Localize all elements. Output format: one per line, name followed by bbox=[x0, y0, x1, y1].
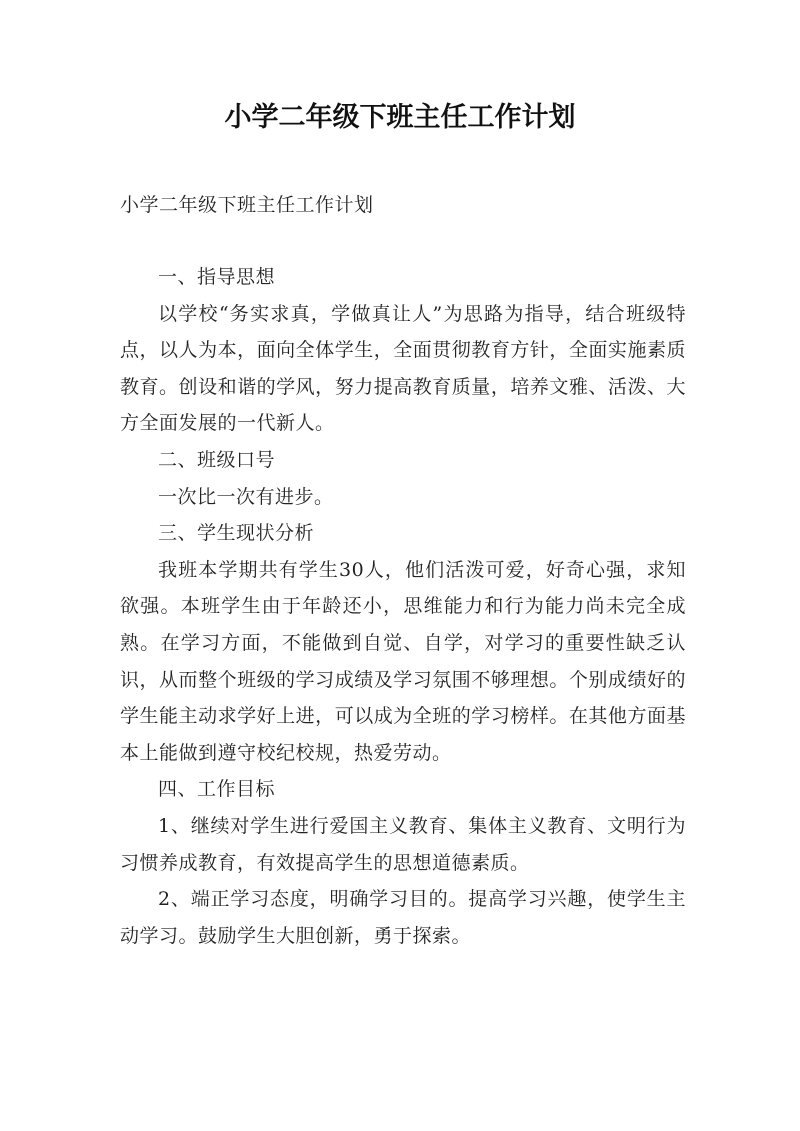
section-heading: 一、指导思想 bbox=[158, 266, 276, 288]
page-title: 小学二年级下班主任工作计划 bbox=[224, 102, 576, 133]
section-heading: 二、班级口号 bbox=[158, 448, 276, 471]
paragraph: 以学校“务实求真，学做真让人”为思路为指导，结合班级特点，以人为本，面向全体学生，全面贯彻教育方针，全面实施素质教育。创设和谐的学风，努力提高教育质量，培养文雅、活泼、大方全面发展的一代新人。 bbox=[120, 302, 686, 435]
section-heading: 四、工作目标 bbox=[158, 778, 276, 801]
paragraph: 一次比一次有进步。 bbox=[158, 485, 334, 508]
document-body bbox=[120, 259, 686, 954]
paragraph: 我班本学期共有学生30人，他们活泼可爱，好奇心强，求知欲强。本班学生由于年龄还小，思维能力和行为能力尚未完全成熟。在学习方面，不能做到自觉、自学，对学习的重要性缺乏认识，从而整个班级的学习成绩及学习氛围不够理想。个别成绩好的学生能主动求学好上进，可以成为全班的学习榜样。在其他方面基本上能做到遵守校纪校规，热爱劳动。 bbox=[120, 558, 686, 764]
document-subtitle: 小学二年级下班主任工作计划 bbox=[120, 194, 374, 216]
section-heading: 三、学生现状分析 bbox=[158, 522, 315, 545]
paragraph: 1、继续对学生进行爱国主义教育、集体主义教育、文明行为习惯养成教育，有效提高学生的思想道德素质。 bbox=[120, 814, 686, 874]
paragraph: 2、端正学习态度，明确学习目的。提高学习兴趣，使学生主动学习。鼓励学生大胆创新，勇于探索。 bbox=[120, 888, 686, 947]
